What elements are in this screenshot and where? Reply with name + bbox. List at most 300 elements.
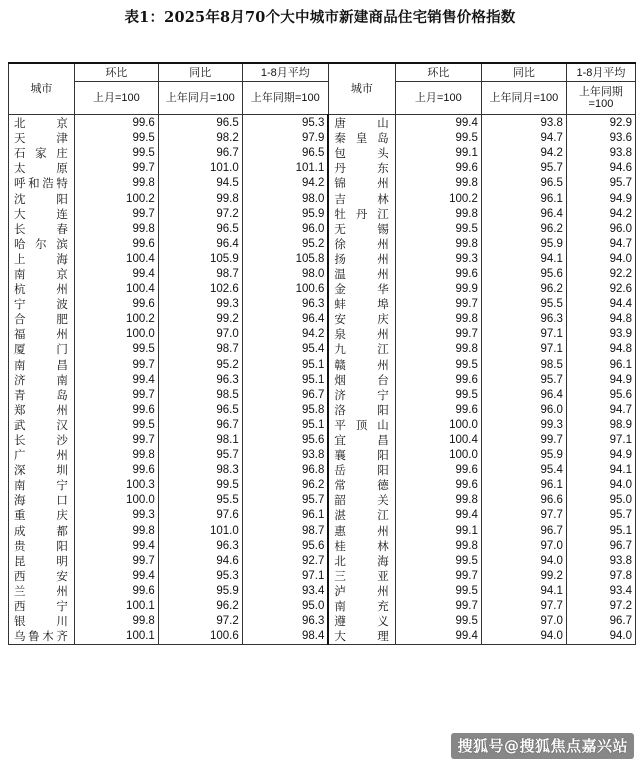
- yoy-value-left: 96.5: [158, 222, 242, 237]
- mom-header-right: 环比: [395, 63, 481, 82]
- avg-base-right: 上年同期=100: [566, 82, 635, 115]
- avg-value-left: 96.4: [242, 312, 328, 327]
- table-row: [9, 191, 636, 206]
- table-row: [9, 358, 636, 373]
- yoy-value-right: 94.7: [481, 131, 566, 146]
- avg-value-right: 94.7: [566, 237, 635, 252]
- mom-value-right: 99.5: [395, 554, 481, 569]
- yoy-base-left: 上年同月=100: [158, 82, 242, 115]
- city-name-left: 济南: [9, 373, 75, 388]
- avg-value-left: 95.9: [242, 207, 328, 222]
- yoy-value-left: 95.3: [158, 569, 242, 584]
- mom-value-right: 99.9: [395, 282, 481, 297]
- city-name-left: 福州: [9, 327, 75, 342]
- avg-value-left: 95.7: [242, 493, 328, 508]
- table-row: [9, 629, 636, 645]
- mom-value-right: 100.0: [395, 418, 481, 433]
- city-name-left: 石家庄: [9, 146, 75, 161]
- mom-value-right: 99.5: [395, 388, 481, 403]
- mom-value-left: 99.4: [74, 267, 158, 282]
- avg-header-left: 1-8月平均: [242, 63, 328, 82]
- city-name-left: 南宁: [9, 478, 75, 493]
- table-row: [9, 131, 636, 146]
- mom-value-left: 100.1: [74, 629, 158, 645]
- yoy-value-left: 101.0: [158, 524, 242, 539]
- yoy-value-right: 96.2: [481, 222, 566, 237]
- city-name-left: 武汉: [9, 418, 75, 433]
- avg-value-right: 93.9: [566, 327, 635, 342]
- yoy-value-left: 94.6: [158, 554, 242, 569]
- mom-value-right: 99.6: [395, 463, 481, 478]
- avg-value-right: 95.7: [566, 176, 635, 191]
- yoy-value-right: 95.9: [481, 448, 566, 463]
- mom-value-right: 99.1: [395, 146, 481, 161]
- avg-value-right: 92.9: [566, 115, 635, 132]
- mom-value-left: 99.6: [74, 403, 158, 418]
- mom-value-right: 99.6: [395, 161, 481, 176]
- yoy-value-right: 95.5: [481, 297, 566, 312]
- mom-value-right: 99.5: [395, 358, 481, 373]
- avg-value-right: 94.0: [566, 629, 635, 645]
- mom-value-left: 99.7: [74, 207, 158, 222]
- table-row: [9, 222, 636, 237]
- city-name-right: 平顶山: [328, 418, 395, 433]
- table-row: [9, 297, 636, 312]
- mom-value-left: 99.6: [74, 463, 158, 478]
- yoy-value-left: 97.2: [158, 614, 242, 629]
- city-name-right: 安庆: [328, 312, 395, 327]
- city-name-right: 惠州: [328, 524, 395, 539]
- yoy-value-left: 98.7: [158, 267, 242, 282]
- yoy-header-left: 同比: [158, 63, 242, 82]
- yoy-value-right: 94.0: [481, 554, 566, 569]
- city-name-left: 贵阳: [9, 539, 75, 554]
- mom-base-left: 上月=100: [74, 82, 158, 115]
- yoy-value-right: 93.8: [481, 115, 566, 132]
- city-name-right: 遵义: [328, 614, 395, 629]
- yoy-value-right: 95.7: [481, 161, 566, 176]
- table-row: [9, 508, 636, 523]
- city-name-right: 蚌埠: [328, 297, 395, 312]
- watermark: 搜狐号@搜狐焦点嘉兴站: [451, 733, 634, 759]
- yoy-value-right: 96.4: [481, 388, 566, 403]
- city-name-left: 昆明: [9, 554, 75, 569]
- yoy-value-left: 105.9: [158, 252, 242, 267]
- city-name-left: 银川: [9, 614, 75, 629]
- table-row: [9, 373, 636, 388]
- mom-value-left: 100.0: [74, 327, 158, 342]
- avg-value-left: 97.1: [242, 569, 328, 584]
- city-name-right: 济宁: [328, 388, 395, 403]
- table-row: [9, 237, 636, 252]
- mom-value-left: 100.2: [74, 191, 158, 206]
- city-name-left: 长春: [9, 222, 75, 237]
- avg-value-left: 98.0: [242, 267, 328, 282]
- avg-value-left: 96.0: [242, 222, 328, 237]
- avg-value-left: 93.4: [242, 584, 328, 599]
- avg-value-left: 96.3: [242, 297, 328, 312]
- yoy-value-left: 98.1: [158, 433, 242, 448]
- mom-value-right: 100.4: [395, 433, 481, 448]
- avg-value-left: 95.4: [242, 342, 328, 357]
- mom-value-right: 99.7: [395, 327, 481, 342]
- yoy-value-left: 95.7: [158, 448, 242, 463]
- city-name-right: 洛阳: [328, 403, 395, 418]
- mom-value-left: 99.6: [74, 115, 158, 132]
- city-name-left: 大连: [9, 207, 75, 222]
- avg-value-right: 93.6: [566, 131, 635, 146]
- city-name-left: 成都: [9, 524, 75, 539]
- yoy-value-left: 98.2: [158, 131, 242, 146]
- city-name-right: 九江: [328, 342, 395, 357]
- avg-value-left: 95.3: [242, 115, 328, 132]
- avg-base-left: 上年同期=100: [242, 82, 328, 115]
- yoy-value-right: 96.1: [481, 191, 566, 206]
- avg-value-right: 94.2: [566, 207, 635, 222]
- mom-value-right: 99.7: [395, 569, 481, 584]
- city-name-right: 北海: [328, 554, 395, 569]
- yoy-value-right: 96.3: [481, 312, 566, 327]
- table-row: [9, 282, 636, 297]
- mom-value-right: 99.7: [395, 599, 481, 614]
- yoy-value-left: 95.2: [158, 358, 242, 373]
- mom-value-right: 99.6: [395, 267, 481, 282]
- avg-value-right: 97.8: [566, 569, 635, 584]
- mom-value-right: 99.5: [395, 222, 481, 237]
- yoy-value-right: 96.5: [481, 176, 566, 191]
- table-row: [9, 327, 636, 342]
- avg-value-right: 95.1: [566, 524, 635, 539]
- yoy-value-left: 96.2: [158, 599, 242, 614]
- yoy-value-left: 98.3: [158, 463, 242, 478]
- avg-value-right: 94.9: [566, 448, 635, 463]
- city-name-left: 杭州: [9, 282, 75, 297]
- mom-value-right: 99.1: [395, 524, 481, 539]
- mom-value-left: 100.3: [74, 478, 158, 493]
- avg-value-left: 95.1: [242, 358, 328, 373]
- mom-value-left: 99.5: [74, 131, 158, 146]
- city-name-right: 湛江: [328, 508, 395, 523]
- avg-value-right: 94.4: [566, 297, 635, 312]
- avg-value-left: 95.1: [242, 373, 328, 388]
- avg-value-right: 94.9: [566, 373, 635, 388]
- avg-value-right: 94.0: [566, 478, 635, 493]
- yoy-value-right: 98.5: [481, 358, 566, 373]
- avg-value-right: 96.1: [566, 358, 635, 373]
- city-name-right: 襄阳: [328, 448, 395, 463]
- yoy-value-left: 97.6: [158, 508, 242, 523]
- avg-value-right: 96.0: [566, 222, 635, 237]
- city-name-right: 金华: [328, 282, 395, 297]
- city-name-right: 烟台: [328, 373, 395, 388]
- city-name-left: 长沙: [9, 433, 75, 448]
- table-row: [9, 554, 636, 569]
- avg-value-left: 93.8: [242, 448, 328, 463]
- table-row: [9, 433, 636, 448]
- yoy-value-left: 96.3: [158, 539, 242, 554]
- mom-value-right: 99.8: [395, 539, 481, 554]
- yoy-value-right: 97.0: [481, 614, 566, 629]
- avg-value-right: 94.8: [566, 312, 635, 327]
- avg-value-right: 92.2: [566, 267, 635, 282]
- avg-value-left: 94.2: [242, 327, 328, 342]
- table-row: [9, 448, 636, 463]
- mom-value-left: 99.4: [74, 373, 158, 388]
- yoy-value-right: 94.1: [481, 252, 566, 267]
- yoy-value-right: 99.7: [481, 433, 566, 448]
- city-name-right: 牡丹江: [328, 207, 395, 222]
- yoy-value-right: 96.0: [481, 403, 566, 418]
- yoy-value-left: 95.5: [158, 493, 242, 508]
- mom-value-right: 99.5: [395, 131, 481, 146]
- city-name-right: 岳阳: [328, 463, 395, 478]
- yoy-value-left: 100.6: [158, 629, 242, 645]
- avg-value-left: 96.5: [242, 146, 328, 161]
- mom-value-right: 99.8: [395, 237, 481, 252]
- table-row: [9, 161, 636, 176]
- price-index-table: [8, 62, 636, 645]
- mom-value-left: 99.5: [74, 418, 158, 433]
- table-row: [9, 569, 636, 584]
- yoy-value-right: 97.1: [481, 342, 566, 357]
- mom-value-right: 99.8: [395, 342, 481, 357]
- yoy-value-left: 95.9: [158, 584, 242, 599]
- city-name-right: 锦州: [328, 176, 395, 191]
- city-name-right: 韶关: [328, 493, 395, 508]
- avg-value-left: 98.4: [242, 629, 328, 645]
- yoy-value-left: 96.5: [158, 403, 242, 418]
- avg-value-right: 94.8: [566, 342, 635, 357]
- avg-value-left: 96.2: [242, 478, 328, 493]
- city-name-right: 常德: [328, 478, 395, 493]
- mom-value-right: 99.5: [395, 614, 481, 629]
- avg-value-right: 95.0: [566, 493, 635, 508]
- mom-value-left: 99.8: [74, 448, 158, 463]
- table-row: [9, 115, 636, 132]
- yoy-value-right: 96.7: [481, 524, 566, 539]
- avg-value-left: 96.7: [242, 388, 328, 403]
- table-row: [9, 493, 636, 508]
- city-name-left: 宁波: [9, 297, 75, 312]
- city-name-right: 唐山: [328, 115, 395, 132]
- city-name-left: 天津: [9, 131, 75, 146]
- avg-value-left: 96.8: [242, 463, 328, 478]
- mom-value-right: 99.6: [395, 478, 481, 493]
- avg-value-left: 95.2: [242, 237, 328, 252]
- mom-value-left: 99.6: [74, 237, 158, 252]
- avg-value-left: 95.6: [242, 539, 328, 554]
- mom-value-left: 99.5: [74, 146, 158, 161]
- city-name-left: 呼和浩特: [9, 176, 75, 191]
- yoy-value-left: 96.4: [158, 237, 242, 252]
- avg-value-right: 97.2: [566, 599, 635, 614]
- city-name-left: 重庆: [9, 508, 75, 523]
- city-name-left: 深圳: [9, 463, 75, 478]
- mom-value-left: 99.7: [74, 358, 158, 373]
- mom-value-left: 99.5: [74, 342, 158, 357]
- city-name-left: 厦门: [9, 342, 75, 357]
- mom-value-right: 100.2: [395, 191, 481, 206]
- mom-value-right: 99.8: [395, 493, 481, 508]
- mom-value-left: 99.6: [74, 584, 158, 599]
- yoy-value-right: 97.0: [481, 539, 566, 554]
- city-name-left: 西安: [9, 569, 75, 584]
- table-row: [9, 252, 636, 267]
- table-row: [9, 584, 636, 599]
- mom-value-left: 100.4: [74, 282, 158, 297]
- city-name-left: 青岛: [9, 388, 75, 403]
- avg-value-right: 96.7: [566, 539, 635, 554]
- yoy-value-right: 99.2: [481, 569, 566, 584]
- table-row: [9, 524, 636, 539]
- avg-value-right: 94.0: [566, 252, 635, 267]
- avg-value-left: 95.6: [242, 433, 328, 448]
- city-name-left: 海口: [9, 493, 75, 508]
- city-name-left: 哈尔滨: [9, 237, 75, 252]
- table-row: [9, 267, 636, 282]
- avg-value-left: 97.9: [242, 131, 328, 146]
- mom-value-left: 100.1: [74, 599, 158, 614]
- city-header-right: 城市: [328, 63, 395, 115]
- yoy-value-left: 94.5: [158, 176, 242, 191]
- avg-value-right: 92.6: [566, 282, 635, 297]
- yoy-value-right: 97.1: [481, 327, 566, 342]
- yoy-value-right: 95.7: [481, 373, 566, 388]
- avg-value-right: 96.7: [566, 614, 635, 629]
- city-header-left: 城市: [9, 63, 75, 115]
- table-row: [9, 207, 636, 222]
- yoy-value-left: 96.5: [158, 115, 242, 132]
- city-name-right: 温州: [328, 267, 395, 282]
- yoy-value-right: 96.1: [481, 478, 566, 493]
- mom-value-left: 99.8: [74, 524, 158, 539]
- mom-value-right: 99.8: [395, 207, 481, 222]
- table-body: [9, 115, 636, 645]
- yoy-value-right: 95.4: [481, 463, 566, 478]
- avg-value-right: 94.6: [566, 161, 635, 176]
- table-row: [9, 176, 636, 191]
- city-name-left: 太原: [9, 161, 75, 176]
- yoy-value-left: 99.3: [158, 297, 242, 312]
- avg-value-right: 94.9: [566, 191, 635, 206]
- city-name-right: 桂林: [328, 539, 395, 554]
- yoy-value-right: 96.6: [481, 493, 566, 508]
- yoy-header-right: 同比: [481, 63, 566, 82]
- avg-value-right: 93.4: [566, 584, 635, 599]
- city-name-left: 沈阳: [9, 191, 75, 206]
- mom-value-right: 99.6: [395, 373, 481, 388]
- mom-value-left: 99.7: [74, 554, 158, 569]
- city-name-right: 丹东: [328, 161, 395, 176]
- table-row: [9, 614, 636, 629]
- yoy-value-left: 96.3: [158, 373, 242, 388]
- avg-value-right: 97.1: [566, 433, 635, 448]
- mom-value-left: 99.4: [74, 539, 158, 554]
- city-name-left: 郑州: [9, 403, 75, 418]
- city-name-right: 徐州: [328, 237, 395, 252]
- mom-value-left: 99.6: [74, 297, 158, 312]
- city-name-left: 南京: [9, 267, 75, 282]
- city-name-right: 吉林: [328, 191, 395, 206]
- city-name-right: 南充: [328, 599, 395, 614]
- mom-value-right: 99.4: [395, 508, 481, 523]
- city-name-right: 三亚: [328, 569, 395, 584]
- mom-value-right: 99.6: [395, 403, 481, 418]
- yoy-value-left: 97.2: [158, 207, 242, 222]
- yoy-value-right: 97.7: [481, 599, 566, 614]
- mom-base-right: 上月=100: [395, 82, 481, 115]
- table-row: [9, 418, 636, 433]
- mom-value-right: 99.8: [395, 176, 481, 191]
- yoy-value-left: 96.7: [158, 418, 242, 433]
- avg-value-left: 92.7: [242, 554, 328, 569]
- city-name-right: 泉州: [328, 327, 395, 342]
- table-title: 表1：2025年8月70个大中城市新建商品住宅销售价格指数: [124, 9, 516, 26]
- avg-value-left: 100.6: [242, 282, 328, 297]
- mom-value-left: 100.2: [74, 312, 158, 327]
- city-name-left: 西宁: [9, 599, 75, 614]
- avg-value-right: 95.7: [566, 508, 635, 523]
- mom-value-left: 99.4: [74, 569, 158, 584]
- city-name-right: 赣州: [328, 358, 395, 373]
- yoy-value-left: 98.5: [158, 388, 242, 403]
- avg-value-left: 96.1: [242, 508, 328, 523]
- yoy-value-right: 95.9: [481, 237, 566, 252]
- yoy-value-left: 99.5: [158, 478, 242, 493]
- city-name-right: 秦皇岛: [328, 131, 395, 146]
- mom-value-right: 100.0: [395, 448, 481, 463]
- table-row: [9, 146, 636, 161]
- mom-value-left: 99.7: [74, 161, 158, 176]
- avg-value-right: 93.8: [566, 146, 635, 161]
- city-name-right: 扬州: [328, 252, 395, 267]
- table-row: [9, 539, 636, 554]
- mom-value-right: 99.7: [395, 297, 481, 312]
- yoy-value-left: 102.6: [158, 282, 242, 297]
- yoy-value-left: 98.7: [158, 342, 242, 357]
- yoy-value-left: 99.2: [158, 312, 242, 327]
- yoy-value-left: 99.8: [158, 191, 242, 206]
- mom-value-left: 99.7: [74, 388, 158, 403]
- avg-value-left: 98.7: [242, 524, 328, 539]
- mom-value-left: 99.8: [74, 222, 158, 237]
- table-row: [9, 478, 636, 493]
- city-name-right: 大理: [328, 629, 395, 645]
- city-name-right: 宜昌: [328, 433, 395, 448]
- mom-value-left: 99.8: [74, 176, 158, 191]
- yoy-value-right: 95.6: [481, 267, 566, 282]
- avg-value-left: 105.8: [242, 252, 328, 267]
- avg-value-right: 94.1: [566, 463, 635, 478]
- mom-value-right: 99.5: [395, 584, 481, 599]
- city-name-left: 合肥: [9, 312, 75, 327]
- mom-value-left: 99.7: [74, 433, 158, 448]
- yoy-value-left: 97.0: [158, 327, 242, 342]
- table-row: [9, 463, 636, 478]
- mom-value-left: 99.8: [74, 614, 158, 629]
- city-name-left: 乌鲁木齐: [9, 629, 75, 645]
- avg-header-right: 1-8月平均: [566, 63, 635, 82]
- table-row: [9, 599, 636, 614]
- mom-value-right: 99.4: [395, 629, 481, 645]
- yoy-value-left: 96.7: [158, 146, 242, 161]
- avg-value-right: 98.9: [566, 418, 635, 433]
- avg-value-left: 94.2: [242, 176, 328, 191]
- yoy-value-right: 94.2: [481, 146, 566, 161]
- mom-value-right: 99.3: [395, 252, 481, 267]
- city-name-right: 无锡: [328, 222, 395, 237]
- table-row: [9, 312, 636, 327]
